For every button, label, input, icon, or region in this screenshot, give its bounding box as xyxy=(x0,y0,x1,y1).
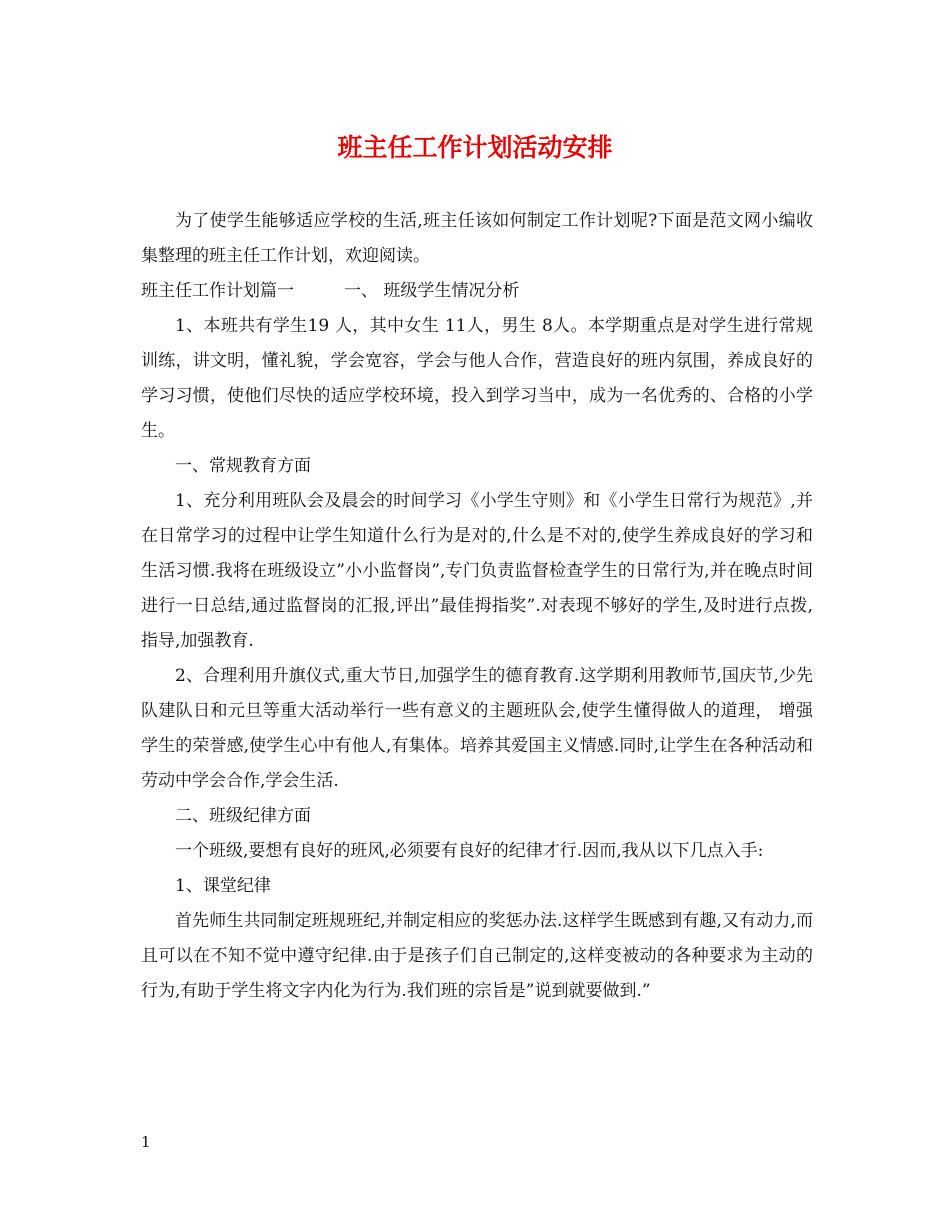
analysis-paragraph: 1、本班共有学生19 人，其中女生 11人，男生 8人。本学期重点是对学生进行常规训练，讲文明，懂礼貌，学会宽容，学会与他人合作，营造良好的班内氛围，养成良好的学习习惯，使他们尽快的适应学校环境，投入到学习当中，成为一名优秀的、合格的小学生。 xyxy=(141,316,813,441)
section-line xyxy=(141,274,813,309)
routine-paragraph-2: 2、合理利用升旗仪式,重大节日,加强学生的德育教育.这学期利用教师节,国庆节,少先队建队日和元旦等重大活动举行一些有意义的主题班队会,使学生懂得做人的道理， 增强学生的荣誉感,使学生心中有他人,有集体。培养其爱国主义情感.同时,让学生在各种活动和劳动中学会合作,学会生活. xyxy=(141,666,813,791)
heading-classroom: 1、课堂纪律 xyxy=(175,876,271,896)
heading-routine: 一、常规教育方面 xyxy=(175,456,311,476)
intro-paragraph: 为了使学生能够适应学校的生活,班主任该如何制定工作计划呢?下面是范文网小编收集整理的班主任工作计划，欢迎阅读。 xyxy=(141,211,813,266)
page-title: 班主任工作计划活动安排 xyxy=(337,133,613,162)
section-heading: 一、 班级学生情况分析 xyxy=(344,281,520,301)
routine-paragraph-1: 1、充分利用班队会及晨会的时间学习《小学生守则》和《小学生日常行为规范》,并在日常学习的过程中让学生知道什么行为是对的,什么是不对的,使学生养成良好的学习和生活习惯.我将在班级设立”小小监督岗”,专门负责监督检查学生的日常行为,并在晚点时间进行一日总结,通过监督岗的汇报,评出”最佳拇指奖”.对表现不够好的学生,及时进行点拨,指导,加强教育. xyxy=(141,491,813,651)
heading-discipline: 二、班级纪律方面 xyxy=(175,806,311,826)
section-label: 班主任工作计划篇一 xyxy=(141,281,294,301)
classroom-paragraph: 首先师生共同制定班规班纪,并制定相应的奖惩办法.这样学生既感到有趣,又有动力,而且可以在不知不觉中遵守纪律.由于是孩子们自己制定的,这样变被动的各种要求为主动的行为,有助于学生将文字内化为行为.我们班的宗旨是”说到就要做到.” xyxy=(141,911,813,1001)
document-body xyxy=(141,204,813,1009)
discipline-paragraph: 一个班级,要想有良好的班风,必须要有良好的纪律才行.因而,我从以下几点入手: xyxy=(175,841,764,861)
page-number: 1 xyxy=(141,1133,151,1151)
